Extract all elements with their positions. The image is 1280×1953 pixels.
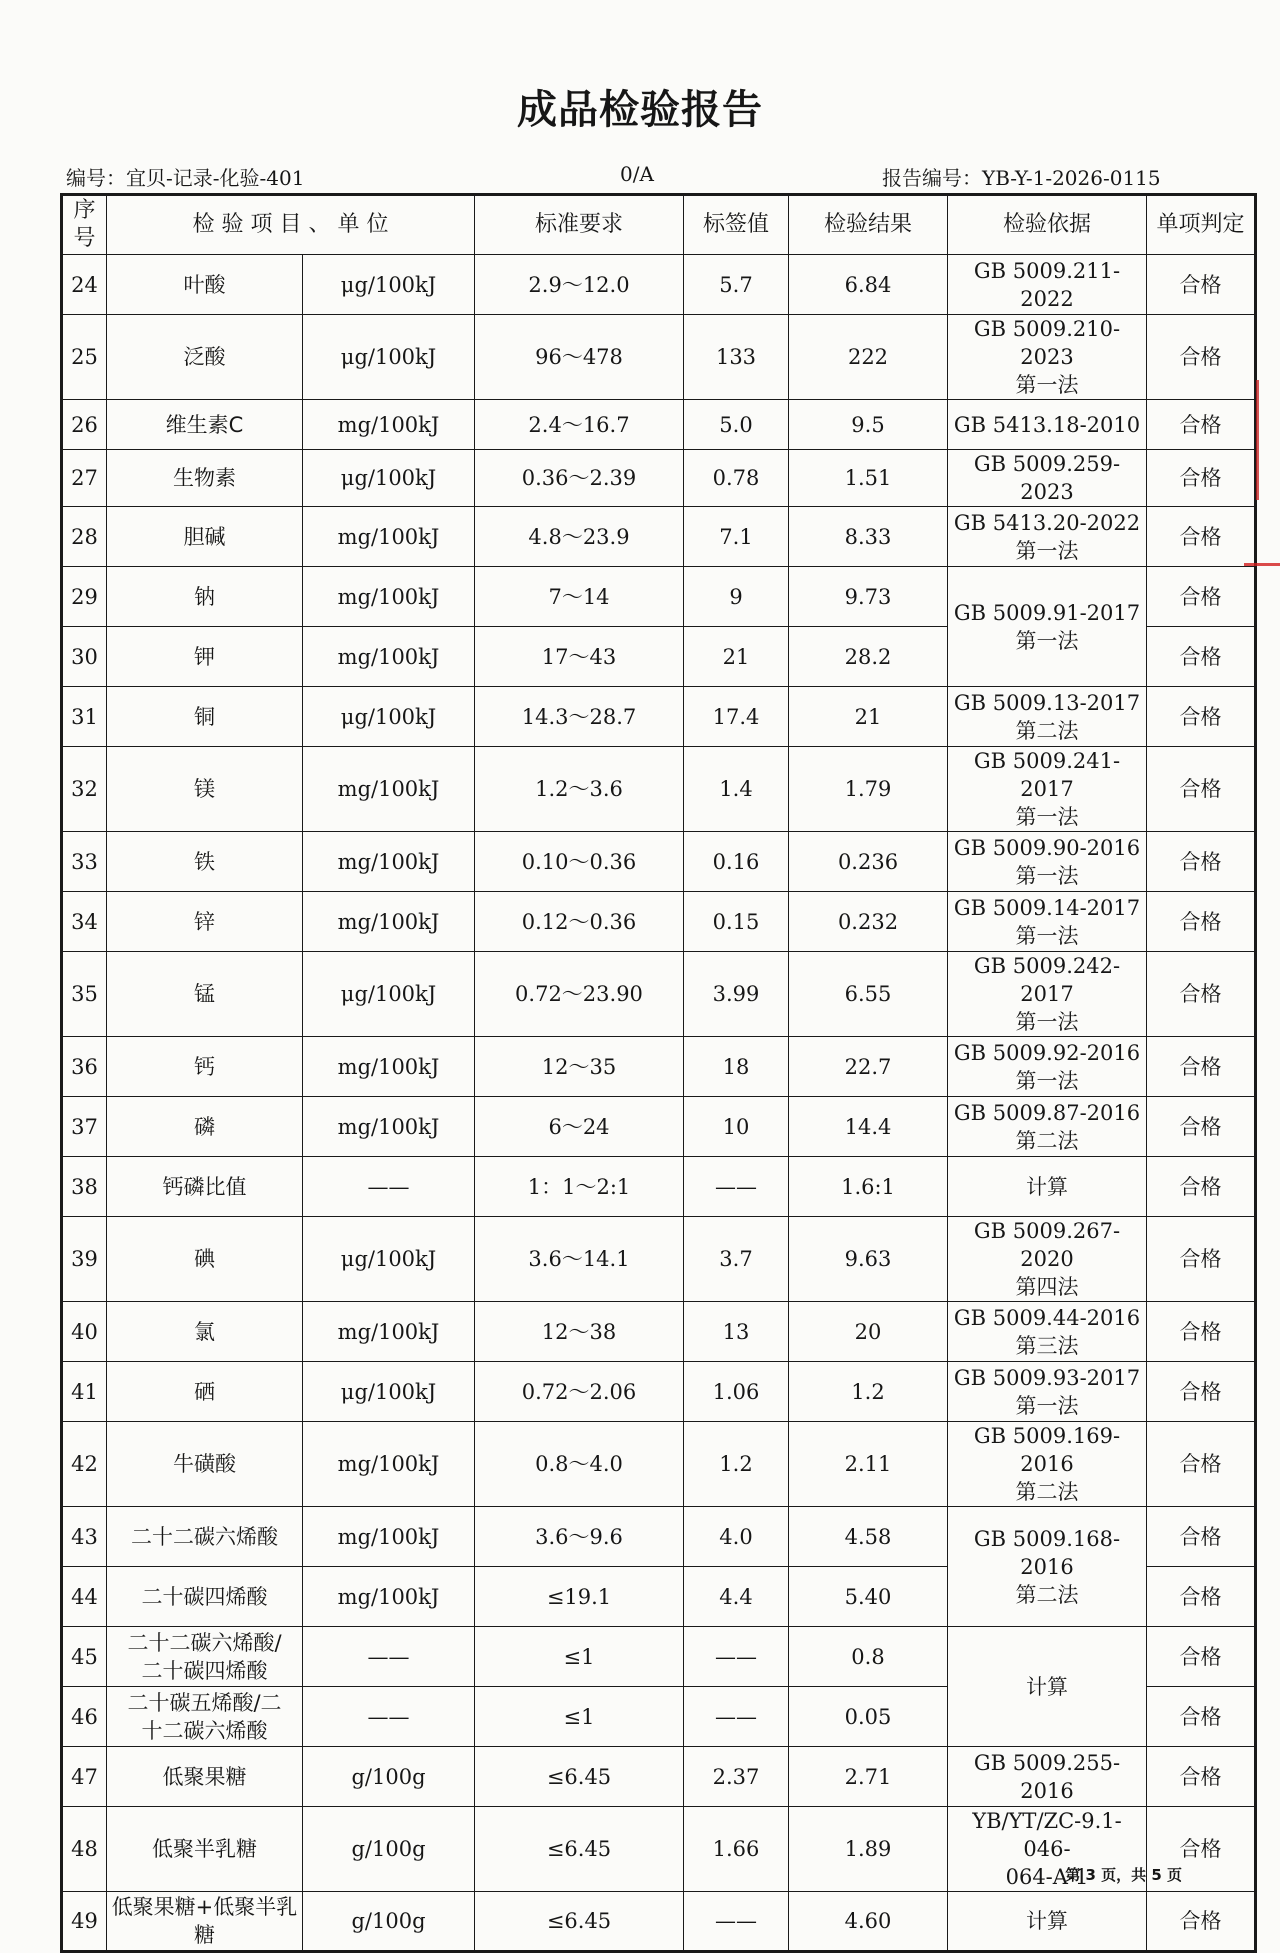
red-stamp-mark	[1256, 380, 1280, 500]
row-basis-line: GB 5009.211-2022	[973, 258, 1121, 311]
row-unit: mg/100kJ	[303, 892, 475, 952]
table-row	[62, 1507, 1256, 1567]
row-judge: 合格	[1147, 832, 1256, 892]
row-item: 碘	[107, 1217, 303, 1302]
row-result: 5.40	[789, 1567, 948, 1627]
row-judge: 合格	[1147, 1747, 1256, 1807]
row-unit: mg/100kJ	[303, 1037, 475, 1097]
row-seq: 39	[62, 1217, 107, 1302]
row-label: 2.37	[684, 1747, 789, 1807]
row-item: 生物素	[107, 450, 303, 507]
row-item: 泛酸	[107, 315, 303, 400]
row-judge: 合格	[1147, 255, 1256, 315]
row-item: 铁	[107, 832, 303, 892]
row-seq: 33	[62, 832, 107, 892]
table-row	[62, 1157, 1256, 1217]
row-basis-line: 计算	[1026, 1909, 1068, 1933]
row-basis-line: GB 5009.259-2023	[973, 452, 1121, 504]
row-label: ——	[684, 1627, 789, 1687]
row-basis-line: 第一法	[1015, 538, 1079, 563]
row-unit: g/100g	[303, 1747, 475, 1807]
row-label: 4.4	[684, 1567, 789, 1627]
row-item: 钾	[107, 627, 303, 687]
row-seq: 42	[62, 1422, 107, 1507]
row-result: 0.05	[789, 1687, 948, 1747]
row-unit: μg/100kJ	[303, 1362, 475, 1422]
table-row	[62, 747, 1256, 832]
row-label: ——	[684, 1157, 789, 1217]
row-unit: mg/100kJ	[303, 1507, 475, 1567]
row-judge: 合格	[1147, 450, 1256, 507]
row-seq: 34	[62, 892, 107, 952]
row-result: 9.63	[789, 1217, 948, 1302]
row-result: 0.232	[789, 892, 948, 952]
report-number: 报告编号：YB-Y-1-2026-0115	[882, 166, 1161, 190]
row-seq: 37	[62, 1097, 107, 1157]
row-seq: 44	[62, 1567, 107, 1627]
row-standard: 0.10～0.36	[475, 832, 684, 892]
row-seq: 29	[62, 567, 107, 627]
row-label: 13	[684, 1302, 789, 1362]
row-basis-line: YB/YT/ZC-9.1-046-	[972, 1809, 1122, 1861]
table-row	[62, 450, 1256, 507]
row-judge: 合格	[1147, 1567, 1256, 1627]
row-standard: 7～14	[475, 567, 684, 627]
row-unit: mg/100kJ	[303, 1302, 475, 1362]
row-label: 17.4	[684, 687, 789, 747]
row-unit: mg/100kJ	[303, 507, 475, 567]
row-judge: 合格	[1147, 1627, 1256, 1687]
header-seq: 序号	[62, 195, 107, 255]
page-footer: 第 3 页，共 5 页	[1065, 1866, 1182, 1884]
row-basis	[948, 1302, 1147, 1362]
row-basis	[948, 832, 1147, 892]
row-result: 0.8	[789, 1627, 948, 1687]
row-basis-line: 第一法	[1015, 1393, 1079, 1418]
row-seq: 28	[62, 507, 107, 567]
row-judge: 合格	[1147, 1362, 1256, 1422]
row-item: 铜	[107, 687, 303, 747]
row-basis-line: 064-A-1	[1005, 1865, 1089, 1889]
row-seq: 27	[62, 450, 107, 507]
row-seq: 36	[62, 1037, 107, 1097]
document-version: 0/A	[620, 162, 654, 186]
row-judge: 合格	[1147, 1507, 1256, 1567]
row-basis-line: 第一法	[1015, 1010, 1079, 1034]
row-basis-line: GB 5009.14-2017	[953, 895, 1141, 920]
row-result: 20	[789, 1302, 948, 1362]
row-basis	[948, 747, 1147, 832]
row-basis-line: GB 5009.91-2017	[953, 600, 1141, 625]
row-label: 0.16	[684, 832, 789, 892]
row-judge: 合格	[1147, 1097, 1256, 1157]
row-result: 1.51	[789, 450, 948, 507]
row-standard: 2.9～12.0	[475, 255, 684, 315]
row-basis-line: 第三法	[1015, 1333, 1079, 1358]
row-basis	[948, 315, 1147, 400]
row-basis-line: 第二法	[1015, 1582, 1079, 1607]
row-judge: 合格	[1147, 1687, 1256, 1747]
row-basis	[948, 1892, 1147, 1952]
row-standard: 1：1～2:1	[475, 1157, 684, 1217]
row-item: 氯	[107, 1302, 303, 1362]
row-standard: 14.3～28.7	[475, 687, 684, 747]
row-item-line: 糖	[194, 1923, 215, 1947]
row-standard: 0.12～0.36	[475, 892, 684, 952]
row-basis	[948, 567, 1147, 687]
row-basis-line: 第一法	[1015, 628, 1079, 653]
row-item: 胆碱	[107, 507, 303, 567]
row-judge: 合格	[1147, 627, 1256, 687]
row-item: 钙	[107, 1037, 303, 1097]
row-judge: 合格	[1147, 1422, 1256, 1507]
row-result: 22.7	[789, 1037, 948, 1097]
row-judge: 合格	[1147, 1807, 1256, 1892]
row-basis	[948, 255, 1147, 315]
row-label: 10	[684, 1097, 789, 1157]
row-unit: μg/100kJ	[303, 450, 475, 507]
row-item-line: 低聚果糖+低聚半乳	[111, 1895, 298, 1919]
row-standard: 2.4～16.7	[475, 400, 684, 450]
table-row	[62, 507, 1256, 567]
header-label: 标签值	[684, 195, 789, 255]
row-seq: 40	[62, 1302, 107, 1362]
report-title: 成品检验报告	[517, 87, 763, 133]
row-standard: 17～43	[475, 627, 684, 687]
row-result: 0.236	[789, 832, 948, 892]
row-unit: μg/100kJ	[303, 1217, 475, 1302]
row-seq: 49	[62, 1892, 107, 1952]
row-judge: 合格	[1147, 1892, 1256, 1952]
header-basis: 检验依据	[948, 195, 1147, 255]
row-standard: 0.8～4.0	[475, 1422, 684, 1507]
row-seq: 30	[62, 627, 107, 687]
row-unit: mg/100kJ	[303, 567, 475, 627]
row-label: 7.1	[684, 507, 789, 567]
row-label: 1.4	[684, 747, 789, 832]
row-basis-line: 计算	[1026, 1674, 1068, 1699]
row-item-line: 二十碳五烯酸/二	[127, 1690, 282, 1715]
header-item-unit: 检 验 项 目 、 单 位	[107, 195, 475, 255]
table-row	[62, 567, 1256, 627]
table-row	[62, 1422, 1256, 1507]
row-basis-line: GB 5009.168-2016	[973, 1526, 1121, 1579]
row-judge: 合格	[1147, 400, 1256, 450]
row-basis	[948, 400, 1147, 450]
table-row	[62, 1747, 1256, 1807]
header-judge: 单项判定	[1147, 195, 1256, 255]
row-item-line: 十二碳六烯酸	[141, 1718, 268, 1743]
row-judge: 合格	[1147, 1302, 1256, 1362]
row-standard: ≤6.45	[475, 1892, 684, 1952]
row-unit: mg/100kJ	[303, 1422, 475, 1507]
row-result: 6.84	[789, 255, 948, 315]
row-judge: 合格	[1147, 1037, 1256, 1097]
row-judge: 合格	[1147, 1217, 1256, 1302]
table-row	[62, 1217, 1256, 1302]
row-basis	[948, 507, 1147, 567]
row-result: 9.5	[789, 400, 948, 450]
row-label: 0.15	[684, 892, 789, 952]
row-label: 18	[684, 1037, 789, 1097]
row-basis-line: GB 5009.87-2016	[953, 1100, 1141, 1125]
row-seq: 31	[62, 687, 107, 747]
table-row	[62, 1097, 1256, 1157]
row-judge: 合格	[1147, 507, 1256, 567]
row-seq: 45	[62, 1627, 107, 1687]
row-basis	[948, 1217, 1147, 1302]
row-standard: ≤6.45	[475, 1747, 684, 1807]
inspection-table	[60, 193, 1257, 1953]
row-basis	[948, 952, 1147, 1037]
row-standard: 12～35	[475, 1037, 684, 1097]
row-basis-line: GB 5009.241-2017	[973, 749, 1121, 801]
row-result: 28.2	[789, 627, 948, 687]
row-basis	[948, 450, 1147, 507]
row-judge: 合格	[1147, 952, 1256, 1037]
row-standard: 3.6～14.1	[475, 1217, 684, 1302]
row-unit: μg/100kJ	[303, 687, 475, 747]
row-seq: 26	[62, 400, 107, 450]
row-unit: mg/100kJ	[303, 747, 475, 832]
row-standard: 6～24	[475, 1097, 684, 1157]
row-basis-line: GB 5009.13-2017	[953, 690, 1141, 715]
row-standard: ≤19.1	[475, 1567, 684, 1627]
row-seq: 41	[62, 1362, 107, 1422]
red-stamp-dash	[1244, 563, 1280, 566]
row-unit: ——	[303, 1157, 475, 1217]
table-row	[62, 832, 1256, 892]
row-unit: mg/100kJ	[303, 1567, 475, 1627]
row-seq: 38	[62, 1157, 107, 1217]
row-item-line: 二十碳四烯酸	[141, 1658, 268, 1683]
row-standard: 3.6～9.6	[475, 1507, 684, 1567]
row-standard: 0.72～23.90	[475, 952, 684, 1037]
row-unit: mg/100kJ	[303, 832, 475, 892]
row-judge: 合格	[1147, 567, 1256, 627]
row-basis-line: GB 5009.255-2016	[973, 1750, 1121, 1803]
table-row	[62, 1627, 1256, 1687]
row-result: 4.58	[789, 1507, 948, 1567]
row-item: 叶酸	[107, 255, 303, 315]
row-item	[107, 1687, 303, 1747]
table-row	[62, 255, 1256, 315]
row-basis-line: 第一法	[1015, 805, 1079, 829]
row-basis-line: 第二法	[1015, 718, 1079, 743]
row-basis	[948, 1627, 1147, 1747]
row-basis-line: 第四法	[1015, 1275, 1079, 1299]
row-basis-line: 第一法	[1015, 863, 1079, 888]
row-item: 二十碳四烯酸	[107, 1567, 303, 1627]
row-standard: 0.72～2.06	[475, 1362, 684, 1422]
row-label: 5.7	[684, 255, 789, 315]
row-basis	[948, 1037, 1147, 1097]
row-basis-line: 第一法	[1015, 1068, 1079, 1093]
row-unit: μg/100kJ	[303, 315, 475, 400]
row-item: 低聚果糖	[107, 1747, 303, 1807]
row-basis-line: 第一法	[1015, 373, 1079, 397]
row-judge: 合格	[1147, 747, 1256, 832]
row-item: 镁	[107, 747, 303, 832]
row-label: 21	[684, 627, 789, 687]
row-result: 9.73	[789, 567, 948, 627]
row-judge: 合格	[1147, 892, 1256, 952]
row-unit: mg/100kJ	[303, 400, 475, 450]
row-result: 1.89	[789, 1807, 948, 1892]
row-standard: 1.2～3.6	[475, 747, 684, 832]
row-basis-line: 计算	[1026, 1174, 1068, 1199]
row-seq: 32	[62, 747, 107, 832]
row-basis	[948, 687, 1147, 747]
row-basis-line: 第二法	[1015, 1480, 1079, 1504]
row-label: 4.0	[684, 1507, 789, 1567]
row-standard: ≤1	[475, 1687, 684, 1747]
row-label: 9	[684, 567, 789, 627]
row-standard: ≤1	[475, 1627, 684, 1687]
row-label: 3.7	[684, 1217, 789, 1302]
row-seq: 46	[62, 1687, 107, 1747]
row-basis-line: GB 5413.20-2022	[953, 510, 1141, 535]
row-item: 钠	[107, 567, 303, 627]
row-unit: ——	[303, 1627, 475, 1687]
row-seq: 48	[62, 1807, 107, 1892]
row-seq: 25	[62, 315, 107, 400]
row-result: 2.11	[789, 1422, 948, 1507]
row-standard: 96～478	[475, 315, 684, 400]
row-basis	[948, 1507, 1147, 1627]
table-row	[62, 1302, 1256, 1362]
row-basis-line: GB 5009.210-2023	[973, 317, 1121, 369]
row-item	[107, 1892, 303, 1952]
row-label: 3.99	[684, 952, 789, 1037]
record-number: 编号：宜贝-记录-化验-401	[66, 166, 305, 190]
header-standard: 标准要求	[475, 195, 684, 255]
row-basis-line: 第二法	[1015, 1128, 1079, 1153]
row-label: 1.2	[684, 1422, 789, 1507]
table-row	[62, 952, 1256, 1037]
row-basis-line: 第一法	[1015, 923, 1079, 948]
row-standard: 0.36～2.39	[475, 450, 684, 507]
row-judge: 合格	[1147, 687, 1256, 747]
row-unit: mg/100kJ	[303, 627, 475, 687]
row-basis-line: GB 5009.169-2016	[973, 1424, 1121, 1476]
row-standard: 4.8～23.9	[475, 507, 684, 567]
row-unit: mg/100kJ	[303, 1097, 475, 1157]
row-item	[107, 1627, 303, 1687]
table-row	[62, 687, 1256, 747]
row-result: 2.71	[789, 1747, 948, 1807]
row-basis-line: GB 5009.267-2020	[973, 1219, 1121, 1271]
row-result: 8.33	[789, 507, 948, 567]
row-judge: 合格	[1147, 1157, 1256, 1217]
row-label: ——	[684, 1687, 789, 1747]
row-result: 21	[789, 687, 948, 747]
row-item: 锌	[107, 892, 303, 952]
row-seq: 43	[62, 1507, 107, 1567]
row-result: 4.60	[789, 1892, 948, 1952]
row-unit: g/100g	[303, 1807, 475, 1892]
row-seq: 24	[62, 255, 107, 315]
row-item: 维生素C	[107, 400, 303, 450]
row-unit: ——	[303, 1687, 475, 1747]
row-label: 1.06	[684, 1362, 789, 1422]
table-row	[62, 1892, 1256, 1952]
header-result: 检验结果	[789, 195, 948, 255]
row-label: ——	[684, 1892, 789, 1952]
row-basis	[948, 1097, 1147, 1157]
row-result: 1.79	[789, 747, 948, 832]
row-result: 6.55	[789, 952, 948, 1037]
row-item: 锰	[107, 952, 303, 1037]
row-label: 5.0	[684, 400, 789, 450]
table-header-row	[62, 195, 1256, 255]
row-basis-line: GB 5009.44-2016	[953, 1305, 1141, 1330]
row-unit: g/100g	[303, 1892, 475, 1952]
row-basis	[948, 1362, 1147, 1422]
row-item: 钙磷比值	[107, 1157, 303, 1217]
row-basis-line: GB 5009.242-2017	[973, 954, 1121, 1006]
row-seq: 35	[62, 952, 107, 1037]
row-item: 二十二碳六烯酸	[107, 1507, 303, 1567]
row-item: 低聚半乳糖	[107, 1807, 303, 1892]
row-standard: 12～38	[475, 1302, 684, 1362]
row-basis-line: GB 5009.92-2016	[953, 1040, 1141, 1065]
table-row	[62, 315, 1256, 400]
row-unit: μg/100kJ	[303, 255, 475, 315]
row-basis	[948, 892, 1147, 952]
row-label: 0.78	[684, 450, 789, 507]
row-item: 磷	[107, 1097, 303, 1157]
row-basis	[948, 1747, 1147, 1807]
row-item-line: 二十二碳六烯酸/	[127, 1630, 282, 1655]
table-row	[62, 892, 1256, 952]
row-seq: 47	[62, 1747, 107, 1807]
row-result: 222	[789, 315, 948, 400]
row-label: 1.66	[684, 1807, 789, 1892]
row-label: 133	[684, 315, 789, 400]
row-standard: ≤6.45	[475, 1807, 684, 1892]
row-basis-line: GB 5413.18-2010	[953, 412, 1141, 437]
row-result: 14.4	[789, 1097, 948, 1157]
table-row	[62, 1037, 1256, 1097]
table-row	[62, 400, 1256, 450]
row-basis	[948, 1422, 1147, 1507]
row-basis-line: GB 5009.93-2017	[953, 1365, 1141, 1390]
row-item: 硒	[107, 1362, 303, 1422]
row-result: 1.6:1	[789, 1157, 948, 1217]
row-result: 1.2	[789, 1362, 948, 1422]
table-row	[62, 1362, 1256, 1422]
row-basis-line: GB 5009.90-2016	[953, 835, 1141, 860]
row-item: 牛磺酸	[107, 1422, 303, 1507]
row-basis	[948, 1157, 1147, 1217]
row-judge: 合格	[1147, 315, 1256, 400]
row-unit: μg/100kJ	[303, 952, 475, 1037]
